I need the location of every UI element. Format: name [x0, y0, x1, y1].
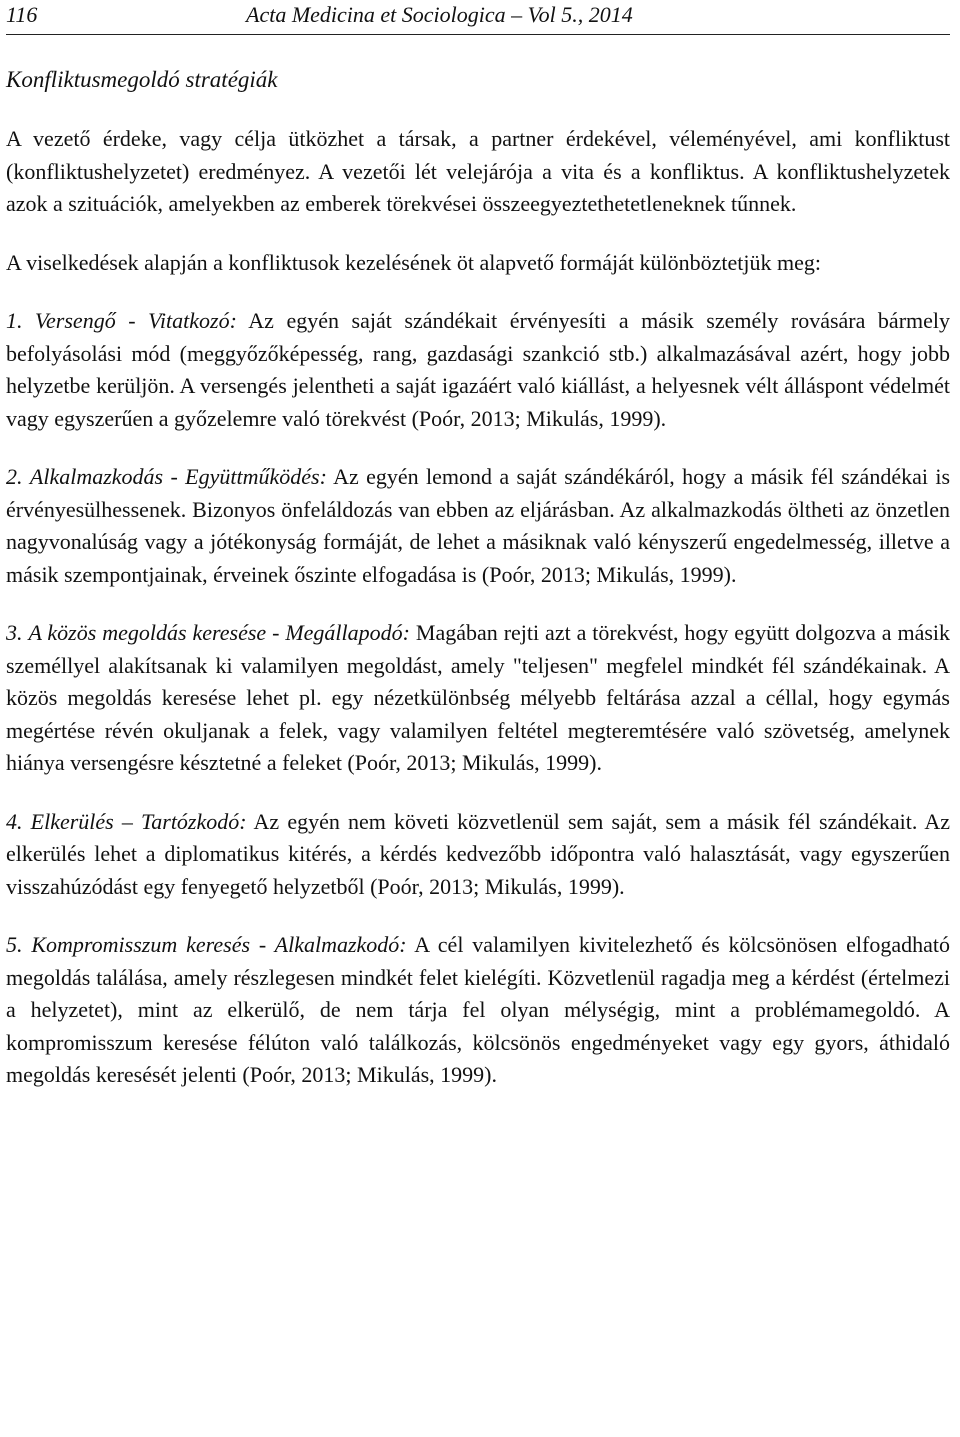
- document-page: [6, 0, 950, 1092]
- strategy-text: Magában rejti azt a törekvést, hogy együtt dolgozva a másik személlyel alakítsanak ki valamilyen megoldást, amely "teljesen" megfelel mindkét fél szándékainak. A közös megoldás keresése lehet pl. egy nézetkülönbség mélyebb feltárása azzal a céllal, hogy egymás megértése révén okuljanak a felek, vagy valamilyen feltétel megteremtésére való szövetség, amelynek hiánya versengésre késztetné a feleket (Poór, 2013; Mikulás, 1999).: [6, 620, 951, 775]
- strategy-item-1: [6, 305, 950, 435]
- strategy-number: 1.: [6, 308, 23, 333]
- strategy-term: Versengő - Vitatkozó:: [35, 308, 237, 333]
- strategy-number: 5.: [6, 932, 23, 957]
- strategy-item-3: [6, 617, 950, 780]
- journal-title: Acta Medicina et Sociologica – Vol 5., 2014: [246, 2, 633, 27]
- running-header: [6, 0, 950, 35]
- strategy-text: Az egyén nem követi közvetlenül sem saját, sem a másik fél szándékait. Az elkerülés lehet a diplomatikus kitérés, a kérdés kedvezőbb időpontra való halasztását, vagy egyszerűen visszahúzódást egy fenyegető helyzetből (Poór, 2013; Mikulás, 1999).: [6, 808, 950, 899]
- strategy-text: Az egyén lemond a saját szándékáról, hogy a másik fél szándékai is érvényesülhessenek. Bizonyos önfeláldozás van ebben az eljárásban. Az alkalmazkodás öltheti az önzetlen nagyvonalúság vagy a jótékonyság formáját, de lehet a másiknak való kényszerű engedelmesség, illetve a másik szempontjainak, érveinek őszinte elfogadása is (Poór, 2013; Mikulás, 1999).: [6, 464, 951, 587]
- strategy-number: 4.: [6, 808, 23, 834]
- strategy-number: 3.: [6, 620, 23, 645]
- section-title: Konfliktusmegoldó stratégiák: [6, 67, 278, 92]
- strategy-text: Az egyén saját szándékait érvényesíti a másik személy rovására bármely befolyásolási mód (meggyőzőképesség, rang, gazdasági szankció stb.) alkalmazásával azért, hogy jobb helyzetbe kerüljön. A versengés jelentheti a saját igazáért való kiállást, a helyesnek vélt álláspont védelmét vagy egyszerűen a győzelemre való törekvést (Poór, 2013; Mikulás, 1999).: [6, 308, 951, 431]
- strategy-item-5: [6, 929, 950, 1092]
- strategy-number: 2.: [6, 464, 23, 489]
- page-number: 116: [6, 2, 38, 27]
- strategy-term: Alkalmazkodás - Együttműködés:: [29, 464, 327, 489]
- strategy-item-2: [6, 461, 950, 591]
- lead-paragraph: A viselkedések alapján a konfliktusok kezelésének öt alapvető formáját különböztetjük meg:: [6, 249, 821, 275]
- strategy-term: A közös megoldás keresése - Megállapodó:: [28, 620, 410, 645]
- strategy-text: A cél valamilyen kivitelezhető és kölcsönösen elfogadható megoldás találása, amely részlegesen mindkét felet kielégíti. Közvetlenül ragadja meg a kérdést (értelmezi a helyzetet), mint az elkerülő, de nem tárja fel olyan mélységig, mint a problémamegoldó. A kompromisszum keresése félúton való találkozás, kölcsönös engedményeket vagy egy gyors, áthidaló megoldás keresését jelenti (Poór, 2013; Mikulás, 1999).: [6, 932, 950, 1087]
- strategy-item-4: [6, 806, 950, 904]
- intro-paragraph: A vezető érdeke, vagy célja ütközhet a társak, a partner érdekével, véleményével, ami konfliktust (konfliktushelyzetet) eredményez. A vezetői lét velejárója a vita és a konfliktus. A konfliktushelyzetek azok a szituációk, amelyekben az emberek törekvései összeegyeztethetetleneknek tűnnek.: [6, 126, 950, 216]
- strategy-term: Elkerülés – Tartózkodó:: [30, 808, 247, 834]
- strategy-term: Kompromisszum keresés - Alkalmazkodó:: [31, 932, 407, 957]
